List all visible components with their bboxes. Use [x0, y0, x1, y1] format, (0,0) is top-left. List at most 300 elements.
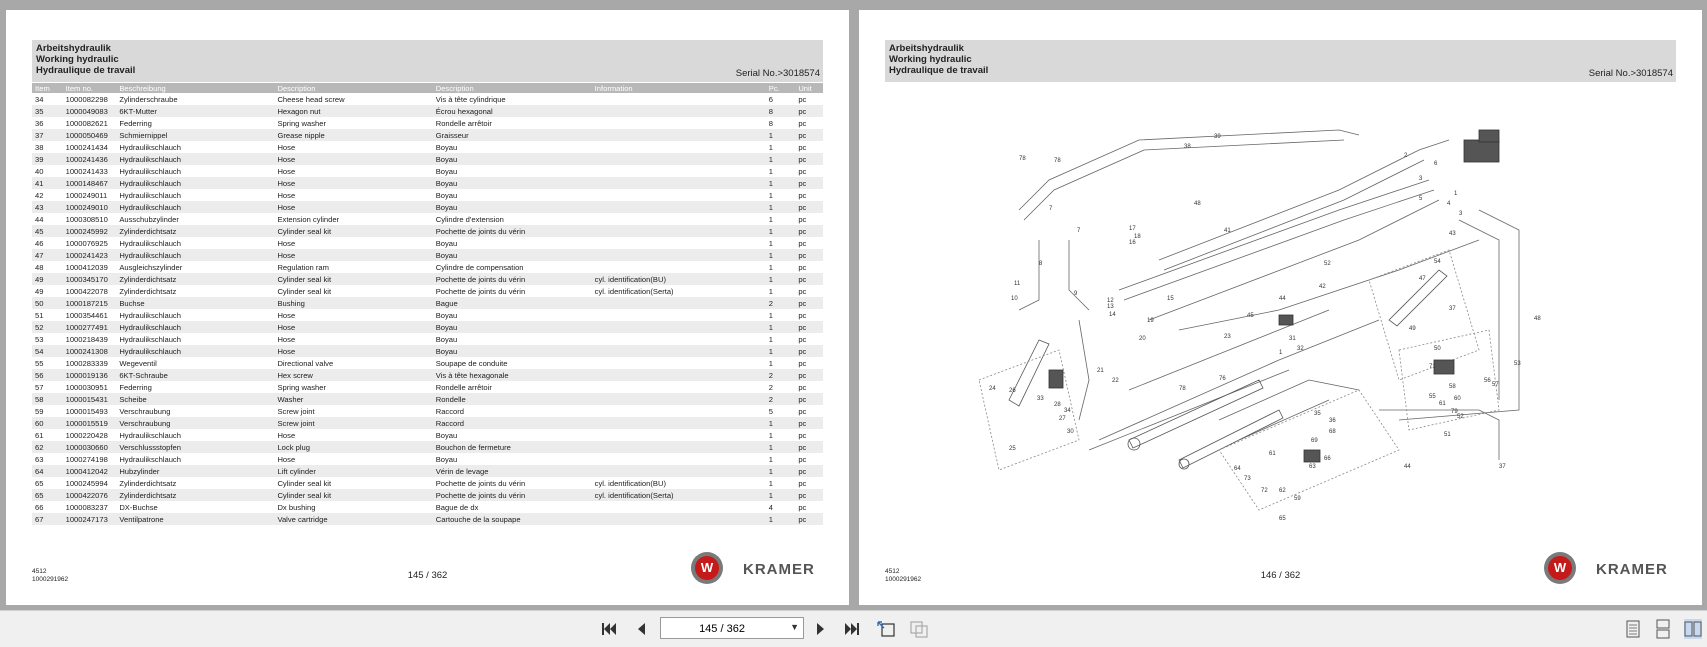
cell-pc: 1	[766, 513, 796, 525]
cell-description-en: Screw joint	[274, 417, 432, 429]
last-page-icon[interactable]	[841, 618, 863, 640]
callout-label: 19	[1147, 318, 1154, 324]
cell-description-fr: Soupape de conduite	[435, 358, 508, 368]
cell-description-en: Grease nipple	[274, 129, 432, 141]
cell-description-en: Directional valve	[277, 358, 334, 368]
cell-pc: 8	[768, 118, 774, 128]
callout-label: 71	[1429, 364, 1436, 370]
table-row	[32, 345, 823, 357]
cell-description-fr: Pochette de joints du vérin	[435, 478, 526, 488]
cell-unit: pc	[798, 166, 807, 176]
col-beschreibung: Beschreibung	[116, 83, 274, 93]
fit-page-icon[interactable]	[875, 618, 897, 640]
cell-description-fr: Boyau	[433, 201, 592, 213]
cell-beschreibung: Verschraubung	[119, 406, 171, 416]
callout-label: 48	[1534, 316, 1541, 322]
table-row	[32, 333, 823, 345]
cell-item-no: 1000030951	[65, 382, 108, 392]
callout-label: 73	[1244, 476, 1251, 482]
callout-label: 64	[1234, 466, 1241, 472]
cell-pc: 8	[766, 105, 796, 117]
cell-information	[592, 381, 766, 393]
single-page-view-icon[interactable]	[1624, 619, 1642, 639]
callout-label: 48	[1194, 201, 1201, 207]
cell-description-fr: Boyau	[435, 238, 458, 248]
cell-unit: pc	[798, 478, 807, 488]
callout-label: 69	[1311, 438, 1318, 444]
cell-item-no: 1000015431	[63, 393, 117, 405]
cell-beschreibung: Ventilpatrone	[116, 513, 274, 525]
page-number: 145 / 362	[407, 570, 448, 581]
table-row	[32, 225, 823, 237]
page-number: 146 / 362	[1260, 570, 1301, 581]
cell-description-en: Hose	[274, 201, 432, 213]
callout-label: 78	[1179, 386, 1186, 392]
next-page-icon[interactable]	[810, 618, 832, 640]
cell-description-en: Hose	[277, 166, 296, 176]
cell-item: 64	[32, 465, 63, 477]
cell-description-fr: Graisseur	[433, 129, 592, 141]
cell-description-fr: Bague	[433, 297, 592, 309]
cell-information	[592, 357, 766, 369]
cell-beschreibung: Hydraulikschlauch	[116, 321, 274, 333]
callout-label: 59	[1294, 496, 1301, 502]
cell-beschreibung: Hydraulikschlauch	[119, 430, 181, 440]
cell-item: 44	[35, 214, 44, 224]
cell-pc: 1	[766, 249, 796, 261]
cell-unit: pc	[798, 238, 807, 248]
callout-label: 51	[1444, 432, 1451, 438]
cell-item: 63	[35, 454, 44, 464]
cell-beschreibung: Zylinderdichtsatz	[116, 225, 274, 237]
cell-information	[592, 165, 766, 177]
callout-label: 55	[1429, 394, 1436, 400]
cell-pc: 2	[766, 369, 796, 381]
cell-pc: 1	[768, 190, 774, 200]
cell-unit: pc	[798, 358, 807, 368]
cell-unit: pc	[795, 201, 823, 213]
cell-description-en: Bushing	[274, 297, 432, 309]
cell-pc: 2	[766, 393, 796, 405]
chevron-down-icon[interactable]: ▼	[790, 622, 799, 632]
callout-label: 52	[1324, 261, 1331, 267]
cell-item-no: 1000019136	[63, 369, 117, 381]
table-row	[32, 417, 823, 429]
table-row	[32, 429, 823, 441]
cell-description-en: Hose	[274, 249, 432, 261]
callout-label: 8	[1039, 261, 1043, 267]
cell-description-en: Valve cartridge	[274, 513, 432, 525]
cell-beschreibung: Zylinderdichtsatz	[119, 286, 177, 296]
cell-item: 55	[35, 358, 44, 368]
wacker-logo-icon	[1544, 552, 1576, 584]
cell-item-no: 1000249011	[65, 190, 108, 200]
next-page-glyph	[815, 622, 827, 636]
cell-pc: 1	[766, 177, 796, 189]
viewer-toolbar	[0, 610, 1707, 647]
doc-code-number: 1000291962	[32, 576, 69, 583]
callout-label: 3	[1459, 211, 1463, 217]
callout-label: 17	[1129, 226, 1136, 232]
table-row	[32, 213, 823, 225]
col-unit: Unit	[795, 83, 823, 93]
cell-item: 47	[32, 249, 63, 261]
cell-beschreibung: Hubzylinder	[116, 465, 274, 477]
cell-pc: 1	[766, 201, 796, 213]
cell-pc: 1	[768, 142, 774, 152]
cell-item: 53	[35, 334, 44, 344]
cell-description-en: Spring washer	[277, 118, 326, 128]
cell-description-en: Dx bushing	[277, 502, 316, 512]
cell-description-en: Hose	[277, 238, 296, 248]
cell-item: 49	[35, 286, 44, 296]
callout-label: 39	[1214, 134, 1221, 140]
cell-item-no: 1000247173	[63, 513, 117, 525]
cell-description-fr: Écrou hexagonal	[433, 105, 592, 117]
doc-code-model: 4512	[885, 568, 900, 575]
cell-information	[592, 501, 766, 513]
callout-label: 78	[1019, 156, 1026, 162]
diagram-hose-lines	[1019, 130, 1519, 460]
fit-width-glyph	[909, 620, 929, 638]
callout-label: 25	[1009, 446, 1016, 452]
cell-item-no: 1000245994	[65, 478, 108, 488]
callout-label: 56	[1484, 378, 1491, 384]
callout-label: 30	[1067, 429, 1074, 435]
cell-unit: pc	[795, 177, 823, 189]
table-row	[32, 93, 823, 105]
cell-item-no: 1000354461	[65, 310, 108, 320]
callout-label: 42	[1319, 284, 1326, 290]
cell-item-no: 1000283339	[65, 358, 108, 368]
cell-pc: 1	[766, 441, 796, 453]
cell-unit: pc	[798, 334, 807, 344]
callout-label: 66	[1324, 456, 1331, 462]
continuous-glyph	[1654, 619, 1672, 639]
cell-pc: 6	[768, 94, 774, 104]
brand-name: KRAMER	[1596, 561, 1668, 578]
callout-label: 68	[1329, 429, 1336, 435]
cell-description-fr: Boyau	[435, 454, 458, 464]
fit-width-icon[interactable]	[908, 618, 930, 640]
cell-pc: 4	[768, 502, 774, 512]
cell-unit: pc	[795, 489, 823, 501]
cell-information	[592, 441, 766, 453]
callout-label: 62	[1279, 488, 1286, 494]
callout-label: 50	[1434, 346, 1441, 352]
callout-label: 32	[1297, 346, 1304, 352]
callout-label: 37	[1499, 464, 1506, 470]
cell-description-en: Spring washer	[277, 382, 326, 392]
cell-unit: pc	[798, 94, 807, 104]
cell-information: cyl. identification(BU)	[594, 478, 666, 488]
diagram-cylinders	[1009, 270, 1447, 469]
cell-item-no: 1000220428	[65, 430, 108, 440]
cell-item: 59	[35, 406, 44, 416]
page-number-input[interactable]	[665, 619, 779, 639]
cell-item: 51	[35, 310, 44, 320]
cell-unit: pc	[798, 214, 807, 224]
col-item-no: Item no.	[63, 83, 117, 93]
cell-pc: 1	[766, 489, 796, 501]
cell-pc: 1	[766, 273, 796, 285]
cell-information	[592, 405, 766, 417]
table-row	[32, 513, 823, 525]
callout-label: 53	[1514, 361, 1521, 367]
cell-unit: pc	[795, 321, 823, 333]
table-row	[32, 129, 823, 141]
cell-item-no: 1000076925	[65, 238, 108, 248]
callout-label: 23	[1224, 334, 1231, 340]
cell-information	[592, 93, 766, 105]
callout-label: 34	[1064, 408, 1071, 414]
cell-pc: 1	[766, 465, 796, 477]
header-title-en: Working hydraulic	[36, 54, 119, 65]
callout-label: 7	[1077, 228, 1081, 234]
cell-unit: pc	[795, 225, 823, 237]
cell-information	[592, 213, 766, 225]
single-page-glyph	[1624, 619, 1642, 639]
cell-pc: 1	[768, 166, 774, 176]
cell-unit: pc	[795, 441, 823, 453]
cell-information	[592, 309, 766, 321]
callout-label: 20	[1139, 336, 1146, 342]
cell-description-fr: Boyau	[433, 153, 592, 165]
callout-label: 43	[1449, 231, 1456, 237]
cell-item-no: 1000082621	[65, 118, 108, 128]
cell-information: cyl. identification(Serta)	[592, 489, 766, 501]
cell-item-no: 1000015493	[65, 406, 108, 416]
prev-page-icon[interactable]	[630, 618, 652, 640]
cell-pc: 1	[768, 238, 774, 248]
cell-item: 58	[32, 393, 63, 405]
table-row	[32, 357, 823, 369]
col-description-fr: Description	[433, 83, 592, 93]
cell-unit: pc	[798, 430, 807, 440]
cell-item: 38	[35, 142, 44, 152]
callout-label: 76	[1219, 376, 1226, 382]
cell-information	[592, 129, 766, 141]
cell-description-en: Hose	[277, 334, 296, 344]
callout-label: 36	[1329, 418, 1336, 424]
cell-item: 34	[35, 94, 44, 104]
cell-unit: pc	[798, 454, 807, 464]
cell-item-no: 1000050469	[63, 129, 117, 141]
callout-label: 9	[1074, 291, 1078, 297]
cell-item: 49	[32, 273, 63, 285]
cell-description-en: Hose	[277, 310, 296, 320]
cell-description-en: Hexagon nut	[274, 105, 432, 117]
two-page-view-icon[interactable]	[1684, 619, 1702, 639]
cell-information	[592, 117, 766, 129]
cell-description-en: Hose	[277, 454, 296, 464]
callout-label: 38	[1184, 144, 1191, 150]
cell-information	[592, 297, 766, 309]
cell-beschreibung: Hydraulikschlauch	[119, 238, 181, 248]
cell-item: 46	[35, 238, 44, 248]
cell-pc: 2	[766, 297, 796, 309]
table-row	[32, 477, 823, 489]
cell-unit: pc	[798, 118, 807, 128]
serial-number: Serial No.>3018574	[1588, 68, 1673, 79]
cell-description-en: Cylinder seal kit	[274, 273, 432, 285]
cell-information	[592, 345, 766, 357]
cell-item: 39	[32, 153, 63, 165]
cell-item: 42	[35, 190, 44, 200]
cell-unit: pc	[795, 465, 823, 477]
page-selector[interactable]	[660, 617, 804, 639]
cell-unit: pc	[798, 382, 807, 392]
cell-item: 60	[32, 417, 63, 429]
callout-label: 45	[1247, 313, 1254, 319]
cell-description-fr: Boyau	[433, 177, 592, 189]
cell-item-no: 1000082298	[65, 94, 108, 104]
cell-item-no: 1000030660	[63, 441, 117, 453]
cell-item-no: 1000241434	[65, 142, 108, 152]
cell-item-no: 1000345170	[63, 273, 117, 285]
callout-label: 47	[1419, 276, 1426, 282]
callout-label: 27	[1059, 416, 1066, 422]
cell-pc: 1	[768, 310, 774, 320]
table-row	[32, 405, 823, 417]
cell-item-no: 1000241436	[63, 153, 117, 165]
cell-item: 61	[35, 430, 44, 440]
table-row	[32, 465, 823, 477]
continuous-view-icon[interactable]	[1654, 619, 1672, 639]
cell-information	[592, 417, 766, 429]
cell-pc: 1	[768, 454, 774, 464]
cell-pc: 1	[768, 358, 774, 368]
cell-unit: pc	[798, 310, 807, 320]
cell-description-en: Screw joint	[277, 406, 315, 416]
cell-beschreibung: Hydraulikschlauch	[116, 201, 274, 213]
cell-pc: 1	[766, 321, 796, 333]
cell-description-en: Cylinder seal kit	[277, 286, 332, 296]
cell-pc: 2	[768, 382, 774, 392]
cell-unit: pc	[795, 153, 823, 165]
cell-description-fr: Raccord	[435, 406, 464, 416]
table-row	[32, 453, 823, 465]
table-row	[32, 261, 823, 273]
callout-label: 28	[1054, 402, 1061, 408]
callout-label: 5	[1419, 196, 1423, 202]
callout-label: 44	[1404, 464, 1411, 470]
header-title-de: Arbeitshydraulik	[889, 43, 964, 54]
cell-beschreibung: DX-Buchse	[119, 502, 158, 512]
cell-information	[592, 177, 766, 189]
callout-label: 1	[1279, 350, 1283, 356]
cell-item-no: 1000308510	[65, 214, 108, 224]
cell-item-no: 1000187215	[63, 297, 117, 309]
cell-unit: pc	[795, 105, 823, 117]
cell-item: 50	[32, 297, 63, 309]
callout-label: 16	[1129, 240, 1136, 246]
cell-unit: pc	[795, 513, 823, 525]
cell-beschreibung: Hydraulikschlauch	[116, 345, 274, 357]
cell-unit: pc	[798, 286, 807, 296]
hydraulic-exploded-diagram	[979, 120, 1599, 520]
cell-unit: pc	[795, 369, 823, 381]
cell-beschreibung: Schmiernippel	[116, 129, 274, 141]
cell-unit: pc	[795, 417, 823, 429]
cell-beschreibung: Ausschubzylinder	[119, 214, 179, 224]
cell-description-fr: Boyau	[433, 345, 592, 357]
cell-pc: 1	[768, 214, 774, 224]
cell-description-fr: Pochette de joints du vérin	[433, 273, 592, 285]
table-row	[32, 369, 823, 381]
cell-description-en: Cylinder seal kit	[274, 489, 432, 501]
cell-beschreibung: Federring	[119, 382, 152, 392]
table-row	[32, 201, 823, 213]
wacker-logo-icon	[691, 552, 723, 584]
callout-label: 78	[1054, 158, 1061, 164]
cell-description-en: Lock plug	[274, 441, 432, 453]
cell-item: 35	[32, 105, 63, 117]
cell-unit: pc	[798, 502, 807, 512]
cell-description-en: Hose	[274, 321, 432, 333]
cell-beschreibung: Hydraulikschlauch	[119, 454, 181, 464]
cell-item-no: 1000049083	[63, 105, 117, 117]
cell-information	[592, 141, 766, 153]
left-page	[6, 10, 849, 605]
callout-label: 65	[1279, 516, 1286, 520]
callout-label: 4	[1447, 201, 1451, 207]
callout-label: 14	[1109, 312, 1116, 318]
callout-label: 61	[1439, 401, 1446, 407]
callout-label: 1	[1454, 191, 1458, 197]
cell-beschreibung: Hydraulikschlauch	[116, 249, 274, 261]
header-title-de: Arbeitshydraulik	[36, 43, 111, 54]
cell-beschreibung: Scheibe	[116, 393, 274, 405]
cell-item-no: 1000412042	[63, 465, 117, 477]
cell-description-fr: Bague de dx	[435, 502, 479, 512]
callout-label: 26	[1009, 388, 1016, 394]
table-row	[32, 441, 823, 453]
cell-unit: pc	[795, 393, 823, 405]
cell-item: 40	[35, 166, 44, 176]
cell-pc: 1	[766, 417, 796, 429]
header-title-en: Working hydraulic	[889, 54, 972, 65]
cell-information: cyl. identification(BU)	[592, 273, 766, 285]
logo-letter: W	[695, 556, 719, 580]
cell-description-fr: Rondelle arrêtoir	[435, 118, 492, 128]
fit-page-glyph	[876, 620, 896, 638]
cell-pc: 5	[768, 406, 774, 416]
cell-description-fr: Boyau	[433, 249, 592, 261]
cell-beschreibung: Buchse	[116, 297, 274, 309]
last-page-glyph	[844, 622, 860, 636]
cell-description-fr: Pochette de joints du vérin	[435, 286, 526, 296]
brand-name: KRAMER	[743, 561, 815, 578]
callout-label: 6	[1434, 161, 1438, 167]
cell-description-fr: Boyau	[435, 334, 458, 344]
callout-label: 11	[1014, 281, 1021, 287]
cell-description-en: Cheese head screw	[277, 94, 345, 104]
cell-item-no: 1000218439	[65, 334, 108, 344]
cell-description-fr: Pochette de joints du vérin	[433, 225, 592, 237]
callout-label: 49	[1409, 326, 1416, 332]
cell-information	[592, 465, 766, 477]
cell-beschreibung: Wegeventil	[119, 358, 157, 368]
cell-beschreibung: Ausgleichszylinder	[119, 262, 183, 272]
first-page-icon[interactable]	[598, 618, 620, 640]
cell-unit: pc	[798, 262, 807, 272]
callout-label: 21	[1097, 368, 1104, 374]
table-row	[32, 381, 823, 393]
col-description-en: Description	[274, 83, 432, 93]
two-page-glyph	[1684, 619, 1702, 639]
prev-page-glyph	[635, 622, 647, 636]
